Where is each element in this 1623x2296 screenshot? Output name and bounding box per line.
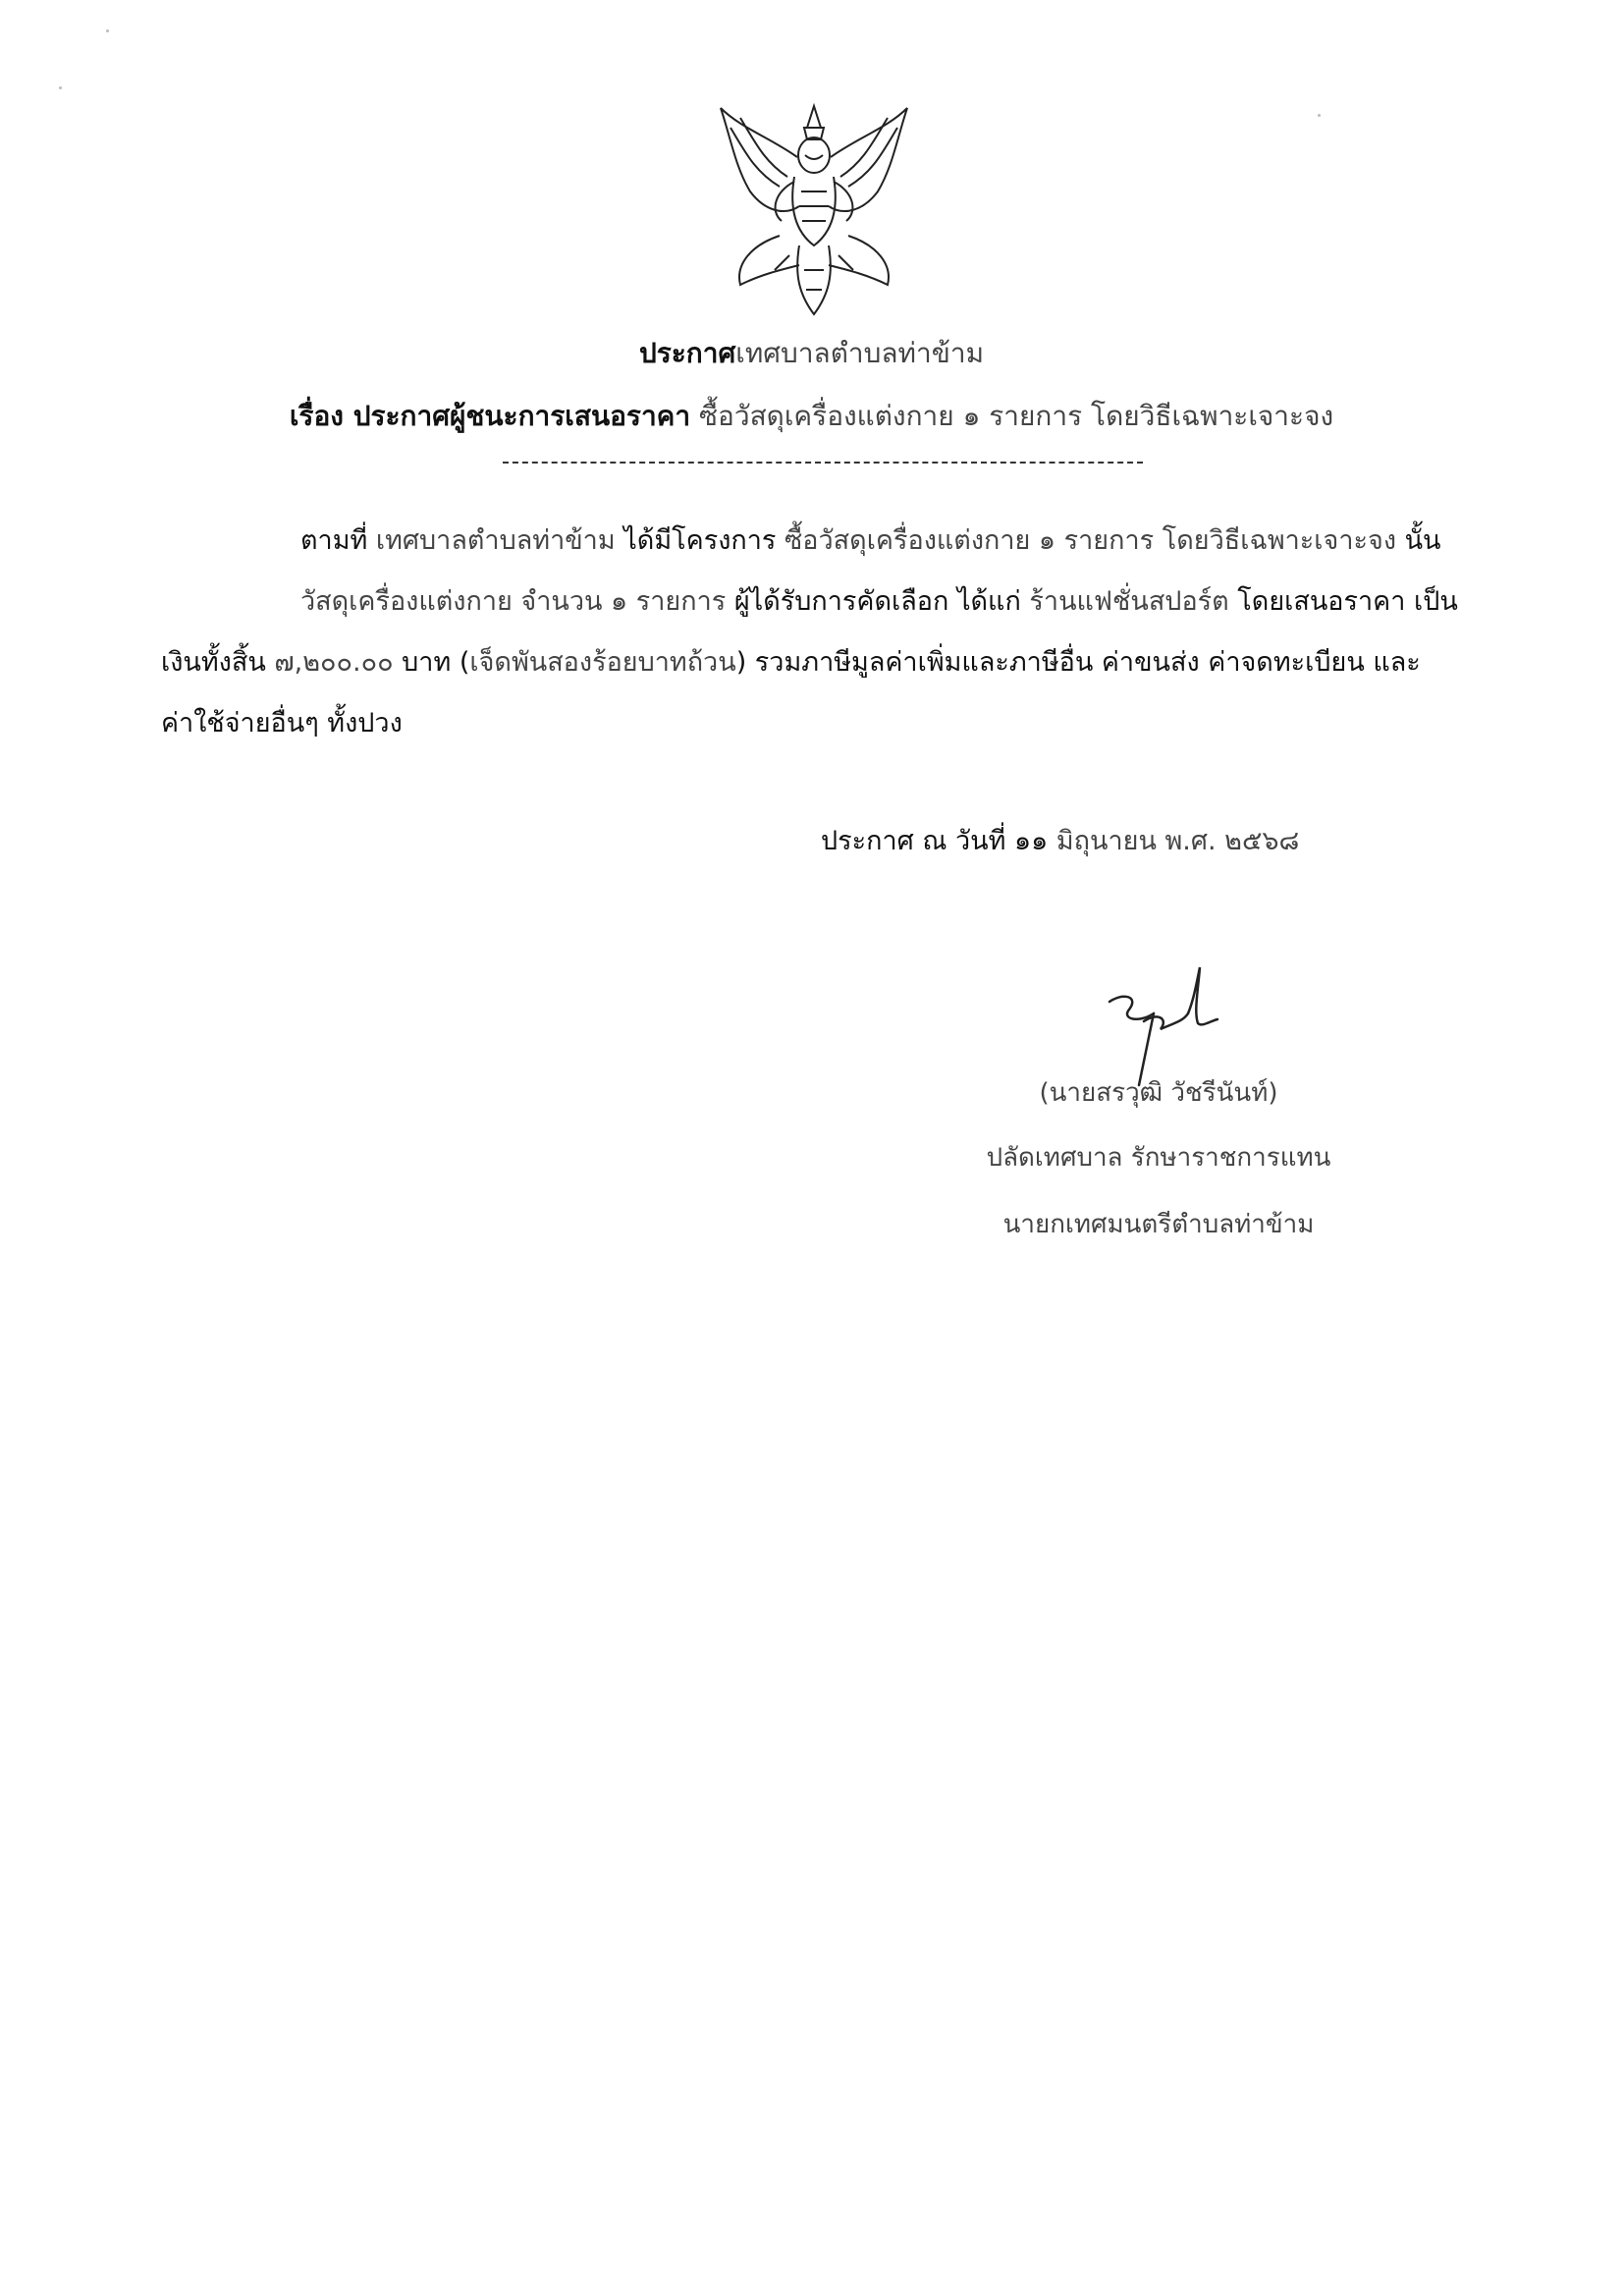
title-organization: เทศบาลตำบลท่าข้าม xyxy=(735,337,985,369)
garuda-emblem-icon xyxy=(711,98,917,324)
subject-text: ซื้อวัสดุเครื่องแต่งกาย ๑ รายการ โดยวิธีเฉพาะเจาะจง xyxy=(690,400,1334,432)
body-line-1 xyxy=(300,519,1441,561)
body-text: นั้น xyxy=(1396,525,1441,556)
title-bold: ประกาศ xyxy=(638,337,736,369)
body-line-2 xyxy=(300,579,1458,622)
body-filled-text: ซื้อวัสดุเครื่องแต่งกาย ๑ รายการ โดยวิธีเฉพาะเจาะจง xyxy=(784,525,1397,556)
body-text: บาท ( xyxy=(393,647,470,678)
date-month-year: มิถุนายน พ.ศ. ๒๕๖๘ xyxy=(1048,826,1300,856)
signatory-position: ปลัดเทศบาล รักษาราชการแทน xyxy=(986,1143,1331,1173)
dashed-divider xyxy=(503,462,1143,464)
body-filled-text: ๗,๒๐๐.๐๐ xyxy=(274,647,394,678)
body-filled-text: เทศบาลตำบลท่าข้าม xyxy=(375,525,616,556)
handwritten-signature xyxy=(1100,962,1227,1090)
body-text: โดยเสนอราคา เป็น xyxy=(1228,586,1458,617)
scan-speck xyxy=(59,86,62,89)
body-line-3 xyxy=(161,640,1421,683)
body-filled-text: เจ็ดพันสองร้อยบาทถ้วน xyxy=(469,647,736,678)
body-line-4 xyxy=(161,701,403,743)
body-filled-text: ร้านแฟชั่นสปอร์ต xyxy=(1029,586,1229,617)
date-prefix: ประกาศ ณ วันที่ xyxy=(821,826,1015,856)
signatory-position-acting: นายกเทศมนตรีตำบลท่าข้าม xyxy=(1002,1210,1315,1239)
body-text: ) รวมภาษีมูลค่าเพิ่มและภาษีอื่น ค่าขนส่ง ค่าจดทะเบียน และ xyxy=(735,647,1421,678)
scan-speck xyxy=(1318,114,1321,117)
body-text: ตามที่ xyxy=(300,525,376,556)
signatory-name: (นายสรวุฒิ วัชรีนันท์) xyxy=(1039,1078,1278,1108)
scan-speck xyxy=(106,29,109,32)
announcement-subject xyxy=(0,395,1623,438)
announcement-title xyxy=(0,332,1623,375)
body-text: ผู้ได้รับการคัดเลือก ได้แก่ xyxy=(726,586,1030,617)
date-day: ๑๑ xyxy=(1014,826,1049,856)
subject-label: เรื่อง ประกาศผู้ชนะการเสนอราคา xyxy=(289,400,691,432)
body-filled-text: วัสดุเครื่องแต่งกาย จำนวน ๑ รายการ xyxy=(300,586,727,617)
announcement-date xyxy=(821,819,1299,861)
body-text: เงินทั้งสิ้น xyxy=(161,647,275,678)
body-text: ค่าใช้จ่ายอื่นๆ ทั้งปวง xyxy=(161,708,403,738)
body-text: ได้มีโครงการ xyxy=(615,525,784,556)
